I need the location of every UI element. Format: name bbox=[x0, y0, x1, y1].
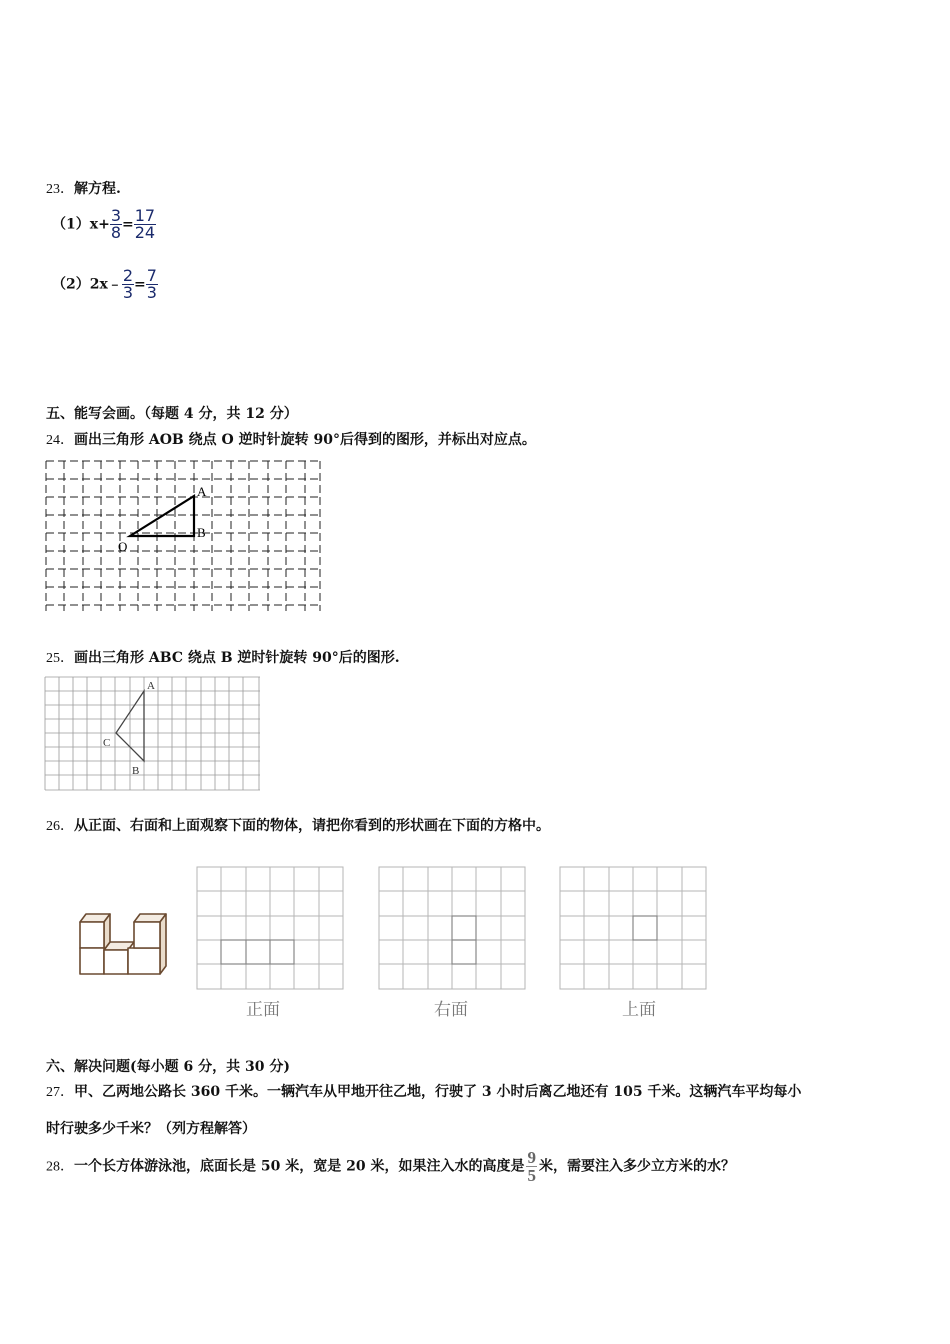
eq1-lhs: x+ bbox=[89, 216, 110, 233]
eq2-frac1-numerator: 2 bbox=[122, 266, 134, 285]
q25-label-b: B bbox=[132, 765, 140, 777]
q26-grid-right bbox=[378, 866, 528, 992]
q26-grid-front bbox=[196, 866, 346, 992]
eq1-frac2-numerator: 17 bbox=[134, 206, 156, 225]
q26-grid-top bbox=[559, 866, 709, 992]
q26-cube-object bbox=[74, 908, 178, 980]
q28-line bbox=[46, 1149, 735, 1184]
q26-top-shape bbox=[633, 916, 657, 940]
q27-text-line-1: 甲、乙两地公路长 360 千米。一辆汽车从甲地开往乙地，行驶了 3 小时后离乙地还有 105 千米。这辆汽车平均每小 bbox=[74, 1084, 802, 1100]
eq1-equals: = bbox=[122, 216, 134, 233]
q26-heading bbox=[46, 815, 550, 835]
q26-right-shape bbox=[452, 916, 476, 964]
q28-frac-numerator: 9 bbox=[527, 1148, 536, 1167]
q23-equation-1 bbox=[52, 208, 156, 241]
section-5-title: 五、能写会画。（每题 4 分，共 12 分） bbox=[46, 406, 298, 422]
q26-caption-front: 正面 bbox=[246, 1000, 280, 1020]
q24-grid-figure bbox=[44, 458, 324, 616]
eq2-frac2-denominator: 3 bbox=[146, 283, 157, 302]
q25-grid bbox=[45, 677, 260, 790]
q23-heading bbox=[46, 178, 121, 198]
q26-caption-top: 上面 bbox=[622, 1000, 656, 1020]
eq1-fraction-left bbox=[110, 208, 122, 241]
q26-number: 26． bbox=[46, 819, 74, 834]
q28-frac-denominator: 5 bbox=[527, 1166, 536, 1185]
eq2-frac2-numerator: 7 bbox=[146, 266, 157, 285]
q24-heading bbox=[46, 429, 536, 449]
eq2-equals: = bbox=[134, 276, 146, 293]
q26-text: 从正面、右面和上面观察下面的物体，请把你看到的形状画在下面的方格中。 bbox=[74, 818, 550, 834]
q25-heading bbox=[46, 647, 400, 667]
q23-title: 解方程. bbox=[74, 181, 121, 197]
eq1-label: （1） bbox=[52, 216, 90, 233]
eq2-frac1-denominator: 3 bbox=[122, 283, 134, 302]
q26-front-shape bbox=[221, 940, 294, 964]
q28-fraction bbox=[526, 1149, 537, 1184]
eq1-frac1-denominator: 8 bbox=[110, 223, 122, 242]
q25-text: 画出三角形 ABC 绕点 B 逆时针旋转 90°后的图形. bbox=[74, 650, 400, 666]
eq2-lhs: 2x﹣ bbox=[89, 276, 122, 293]
q24-label-b: B bbox=[197, 525, 206, 540]
eq2-fraction-right bbox=[146, 268, 158, 301]
q28-number: 28． bbox=[46, 1159, 74, 1175]
eq1-frac2-denominator: 24 bbox=[134, 223, 156, 242]
q27-number: 27． bbox=[46, 1085, 74, 1100]
q24-label-a: A bbox=[197, 484, 207, 499]
eq2-label: （2） bbox=[52, 276, 90, 293]
q27-line-2: 时行驶多少千米？（列方程解答） bbox=[46, 1121, 256, 1137]
q27-line-1 bbox=[46, 1081, 801, 1101]
eq1-fraction-right bbox=[134, 208, 156, 241]
q25-grid-figure bbox=[44, 675, 262, 793]
q26-caption-right: 右面 bbox=[434, 1000, 468, 1020]
section-6-title: 六、解决问题(每小题 6 分，共 30 分) bbox=[46, 1059, 290, 1075]
eq2-fraction-left bbox=[122, 268, 134, 301]
q24-number: 24． bbox=[46, 433, 74, 448]
q25-number: 25． bbox=[46, 651, 74, 666]
q25-label-a: A bbox=[147, 680, 155, 692]
q24-text: 画出三角形 AOB 绕点 O 逆时针旋转 90°后得到的图形，并标出对应点。 bbox=[74, 432, 536, 448]
q28-text-after: 米，需要注入多少立方米的水？ bbox=[538, 1158, 735, 1175]
q23-number: 23． bbox=[46, 182, 74, 197]
q25-label-c: C bbox=[103, 737, 111, 749]
q28-text-before: 一个长方体游泳池，底面长是 50 米，宽是 20 米，如果注入水的高度是 bbox=[74, 1158, 525, 1175]
q24-triangle-aob bbox=[130, 496, 194, 536]
q23-equation-2 bbox=[52, 268, 158, 301]
q24-label-o: O bbox=[118, 539, 128, 554]
eq1-frac1-numerator: 3 bbox=[110, 206, 122, 225]
